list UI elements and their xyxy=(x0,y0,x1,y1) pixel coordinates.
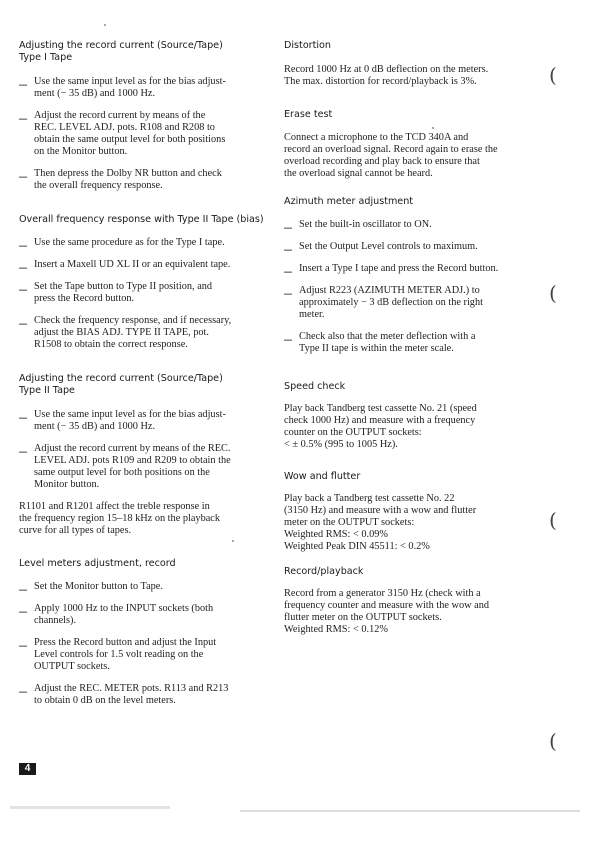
list-item: – Use the same input level as for the bias adjust- ment (− 35 dB) and 1000 Hz. xyxy=(19,76,226,99)
dash-bullet: – xyxy=(19,683,27,700)
list-item: – Check the frequency response, and if necessary, adjust the BIAS ADJ. TYPE II TAPE, pot. R1508 to obtain the correct response. xyxy=(19,315,232,350)
scan-noise xyxy=(240,810,580,812)
wow-flutter-text: Play back a Tandberg test cassette No. 22 (3150 Hz) and measure with a wow and flutter meter on the OUTPUT sockets: Weighted RMS: < 0.09% Weighted Peak DIN 45511: < 0.2% xyxy=(284,493,477,552)
scan-noise xyxy=(10,806,170,809)
scan-noise xyxy=(232,540,234,542)
list-item: – Check also that the meter deflection with a Type II tape is within the meter scale. xyxy=(284,331,476,354)
list-item: – Insert a Maxell UD XL II or an equivalent tape. xyxy=(19,259,231,276)
speed-check-text: Play back Tandberg test cassette No. 21 (speed check 1000 Hz) and measure with a frequency counter on the OUTPUT sockets: < ± 0.5% (995 to 1005 Hz). xyxy=(284,403,477,450)
list-item: – Adjust the REC. METER pots. R113 and R213 to obtain 0 dB on the level meters. xyxy=(19,683,229,706)
list-item: – Set the Output Level controls to maximum. xyxy=(284,241,478,258)
list-item: – Adjust the record current by means of the REC. LEVEL ADJ. pots. R108 and R208 to obtain the same output level for both positions on the Monitor button. xyxy=(19,110,226,157)
list-item: – Adjust the record current by means of the REC. LEVEL ADJ. pots R109 and R209 to obtain the same output level for both positions on the Monitor button. xyxy=(19,443,231,490)
dash-bullet: – xyxy=(19,637,27,654)
heading-record-current-type1: Adjusting the record current (Source/Tape) Type I Tape xyxy=(19,40,223,63)
list-item: – Apply 1000 Hz to the INPUT sockets (both channels). xyxy=(19,603,214,626)
dash-bullet: – xyxy=(284,219,292,236)
margin-mark: ( xyxy=(549,63,557,87)
dash-bullet: – xyxy=(284,285,292,302)
margin-mark: ( xyxy=(549,729,557,753)
heading-wow-flutter: Wow and flutter xyxy=(284,471,361,482)
dash-bullet: – xyxy=(284,263,292,280)
list-item: – Adjust R223 (AZIMUTH METER ADJ.) to approximately − 3 dB deflection on the right meter. xyxy=(284,285,483,320)
dash-bullet: – xyxy=(284,241,292,258)
dash-bullet: – xyxy=(19,603,27,620)
dash-bullet: – xyxy=(19,443,27,460)
heading-record-playback: Record/playback xyxy=(284,566,364,577)
list-item: – Set the Monitor button to Tape. xyxy=(19,581,163,598)
margin-mark: ( xyxy=(549,508,557,532)
list-item: – Set the built-in oscillator to ON. xyxy=(284,219,432,236)
dash-bullet: – xyxy=(19,76,27,93)
margin-mark: ( xyxy=(549,281,557,305)
distortion-text: Record 1000 Hz at 0 dB deflection on the meters. The max. distortion for record/playback is 3%. xyxy=(284,64,489,87)
list-item: – Set the Tape button to Type II position, and press the Record button. xyxy=(19,281,213,304)
treble-note: R1101 and R1201 affect the treble response in the frequency region 15–18 kHz on the playback curve for all types of tapes. xyxy=(19,501,221,536)
list-item: – Then depress the Dolby NR button and check the overall frequency response. xyxy=(19,168,222,191)
record-playback-text: Record from a generator 3150 Hz (check with a frequency counter and measure with the wow and flutter meter on the OUTPUT sockets. Weighted RMS: < 0.12% xyxy=(284,588,490,635)
scan-noise xyxy=(432,127,434,129)
heading-distortion: Distortion xyxy=(284,40,332,51)
heading-overall-frequency-type2: Overall frequency response with Type II Tape (bias) xyxy=(19,214,264,225)
right-column xyxy=(284,40,538,636)
dash-bullet: – xyxy=(19,581,27,598)
list-item: – Press the Record button and adjust the Input Level controls for 1.5 volt reading on the OUTPUT sockets. xyxy=(19,637,217,672)
list-item: – Use the same procedure as for the Type I tape. xyxy=(19,237,225,254)
dash-bullet: – xyxy=(19,315,27,332)
dash-bullet: – xyxy=(19,281,27,298)
dash-bullet: – xyxy=(19,168,27,185)
heading-erase-test: Erase test xyxy=(284,109,333,120)
dash-bullet: – xyxy=(19,409,27,426)
heading-level-meters: Level meters adjustment, record xyxy=(19,558,176,569)
heading-speed-check: Speed check xyxy=(284,381,346,392)
dash-bullet: – xyxy=(284,331,292,348)
heading-record-current-type2: Adjusting the record current (Source/Tape) Type II Tape xyxy=(19,373,223,396)
list-item: – Use the same input level as for the bias adjust- ment (− 35 dB) and 1000 Hz. xyxy=(19,409,226,432)
scan-noise xyxy=(104,24,106,26)
dash-bullet: – xyxy=(19,110,27,127)
dash-bullet: – xyxy=(19,237,27,254)
erase-test-text: Connect a microphone to the TCD 340A and record an overload signal. Record again to erase the overload recording and play back to ensure that the overload signal cannot be heard. xyxy=(284,132,498,179)
left-column xyxy=(19,40,266,707)
dash-bullet: – xyxy=(19,259,27,276)
page-number: 4 xyxy=(19,763,36,775)
heading-azimuth-meter: Azimuth meter adjustment xyxy=(284,196,414,207)
list-item: – Insert a Type I tape and press the Record button. xyxy=(284,263,499,280)
